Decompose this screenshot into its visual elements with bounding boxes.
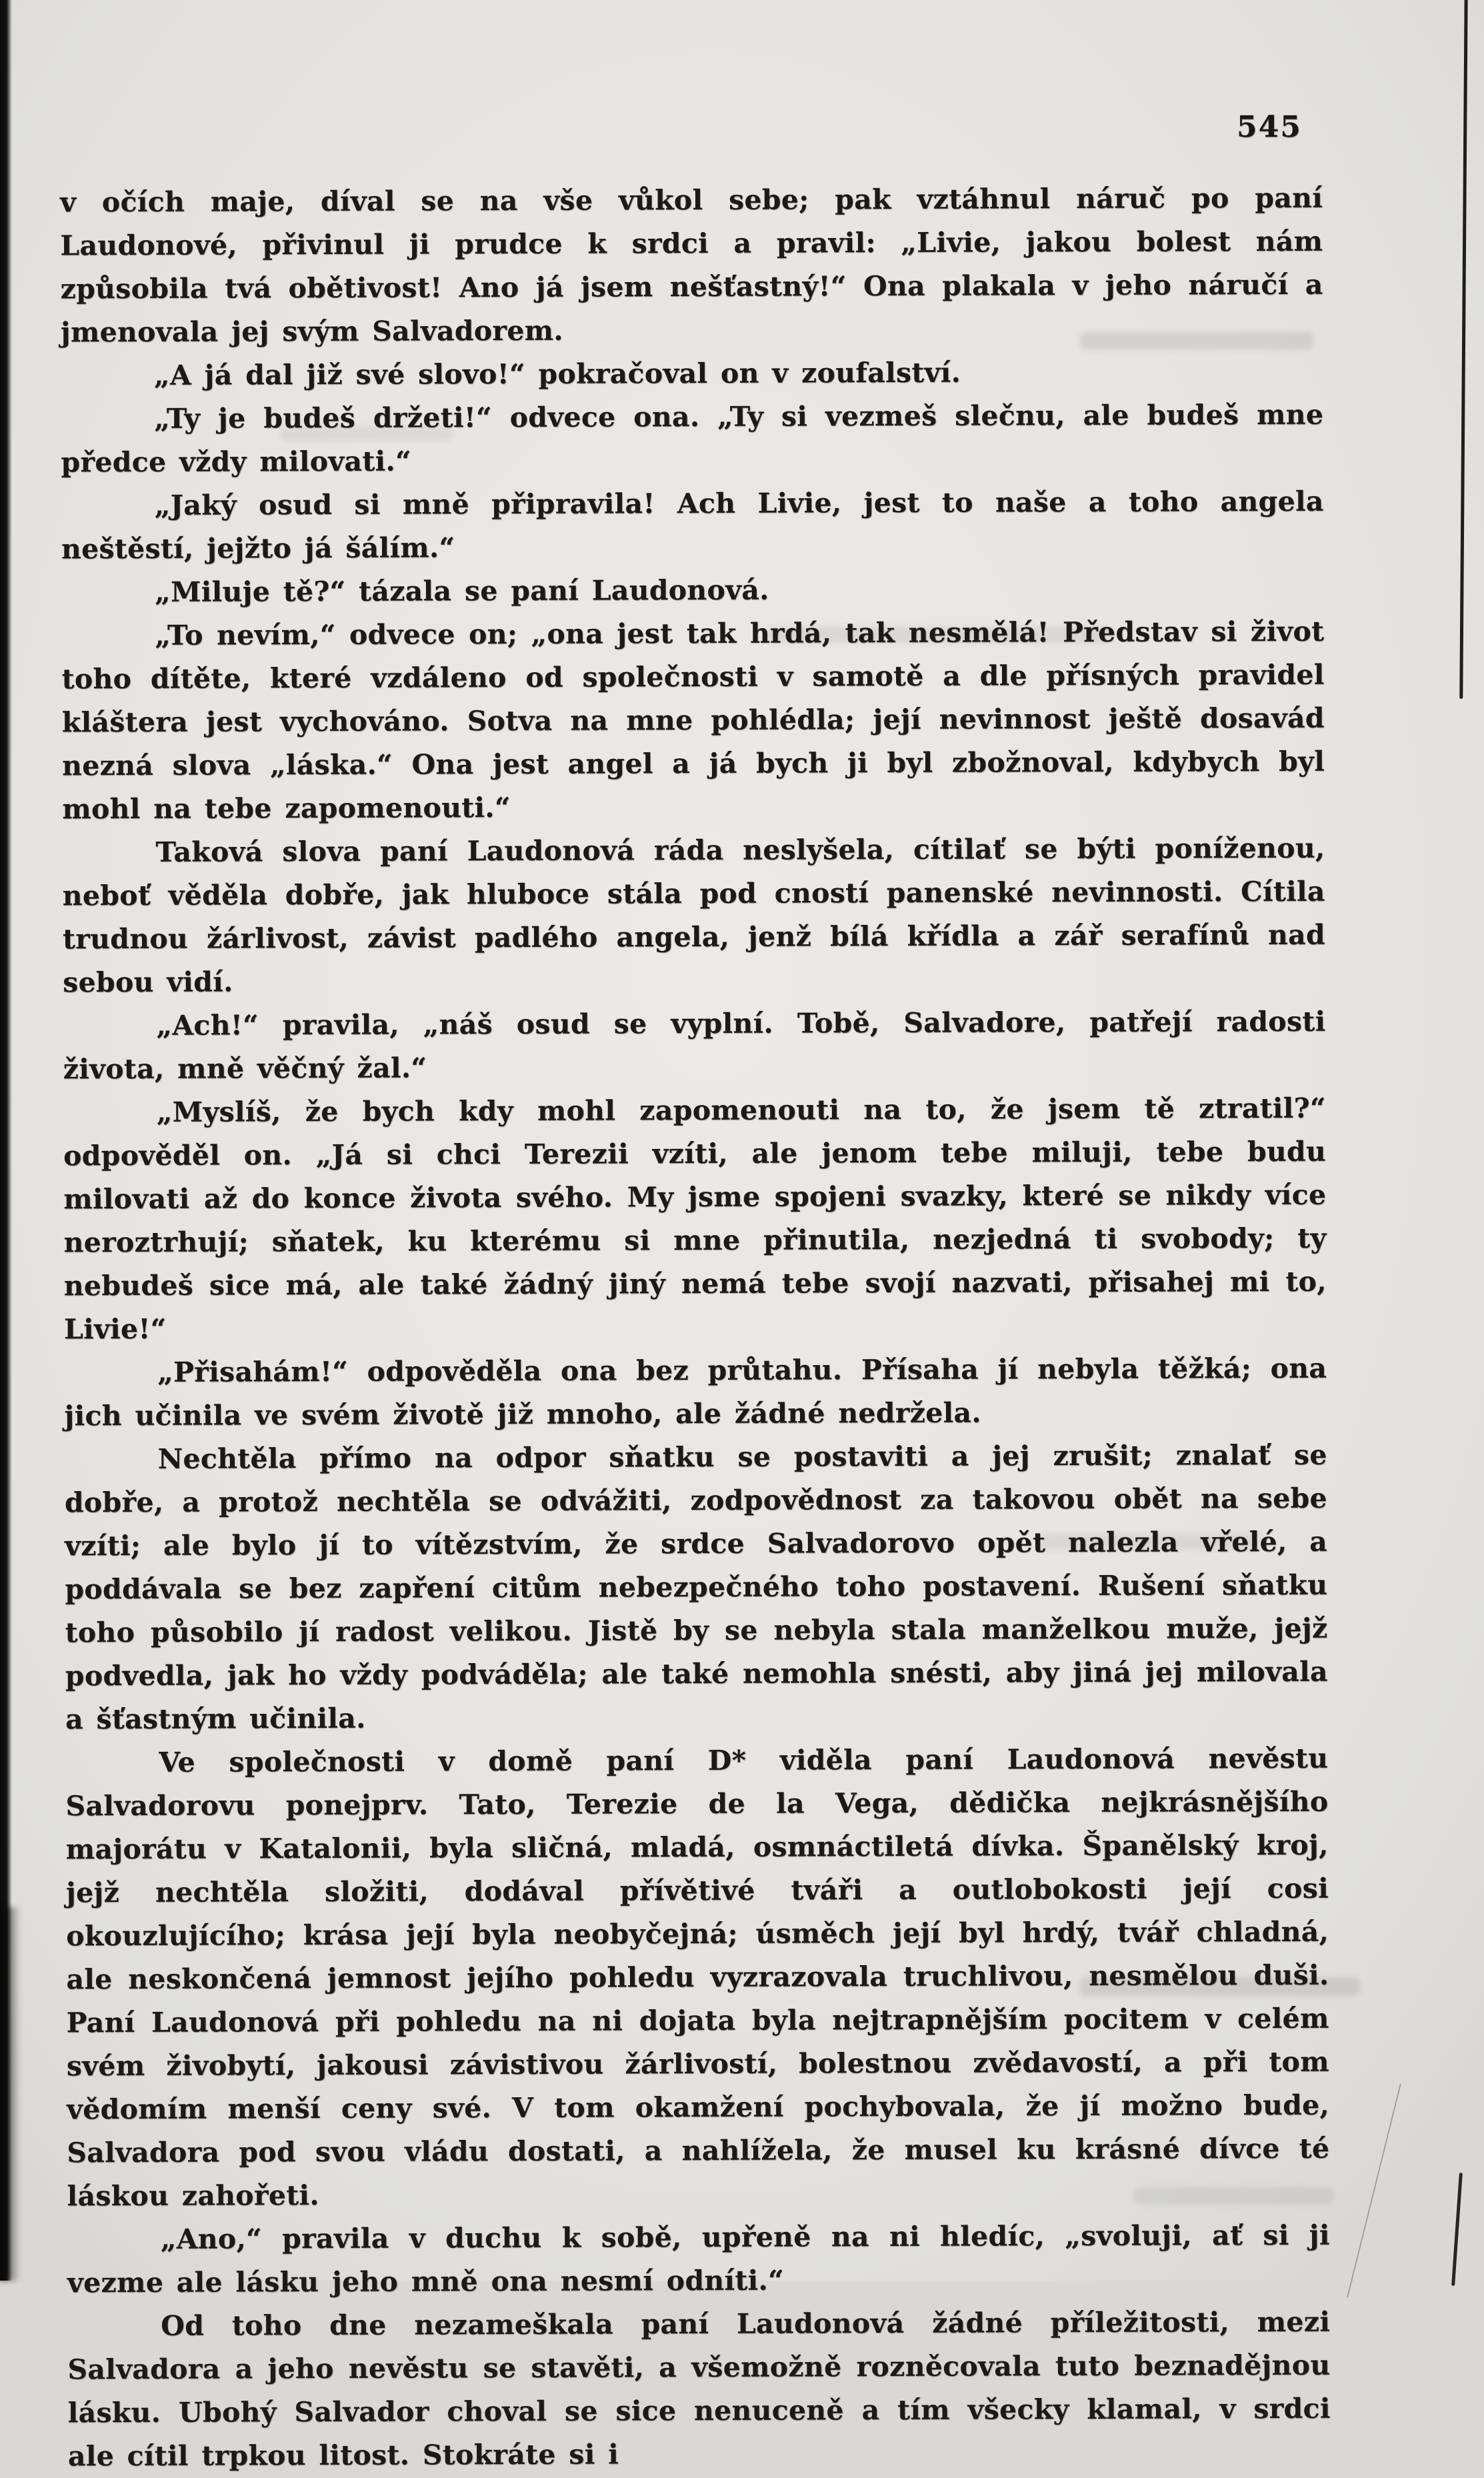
paragraph: „Miluje tě?“ tázala se paní Laudonová.	[61, 567, 1324, 615]
body-text	[60, 177, 1331, 2478]
paragraph: „Ty je budeš držeti!“ odvece ona. „Ty si vezmeš slečnu, ale budeš mne předce vždy milovati.“	[61, 393, 1323, 485]
paragraph: Od toho dne nezameškala paní Laudonová žádné příležitosti, mezi Salvadora a jeho nevěstu se stavěti, a všemožně rozněcovala tuto beznadějnou lásku. Ubohý Salvador choval se sice nenuceně a tím všecky klamal, v srdci ale cítil trpkou litost. Stokráte si i	[67, 2301, 1331, 2478]
paragraph: „Přisahám!“ odpověděla ona bez průtahu. Přísaha jí nebyla těžká; ona jich učinila ve svém životě již mnoho, ale žádné nedržela.	[64, 1347, 1327, 1438]
page-number: 545	[1237, 110, 1302, 144]
scan-scratch	[1347, 2084, 1401, 2298]
paragraph: „A já dal již své slovo!“ pokračoval on v zoufalství.	[61, 350, 1323, 398]
paragraph: Ve společnosti v domě paní D* viděla paní Laudonová nevěstu Salvadorovu ponejprv. Tato, Terezie de la Vega, dědička nejkrásnějšího majorátu v Katalonii, byla sličná, mladá, osmnáctiletá dívka. Španělský kroj, jejž nechtěla složiti, dodával přívětivé tváři a outlobokosti její cosi okouzlujícího; krása její byla neobyčejná; úsměch její byl hrdý, tvář chladná, ale neskončená jemnost jejího pohledu vyzrazovala truchlivou, nesmělou duši. Paní Laudonová při pohledu na ni dojata byla nejtrapnějším pocitem v celém svém živobytí, jakousi závistivou žárlivostí, bolestnou zvědavostí, a při tom vědomím menší ceny své. V tom okamžení pochybovala, že jí možno bude, Salvadora pod svou vládu dostati, a nahlížela, že musel ku krásné dívce té láskou zahořeti.	[65, 1737, 1329, 2219]
scan-edge-left	[0, 0, 12, 2281]
paragraph: v očích maje, díval se na vše vůkol sebe; pak vztáhnul náruč po paní Laudonové, přivinul ji prudce k srdci a pravil: „Livie, jakou bolest nám způsobila tvá obětivost! Ano já jsem nešťastný!“ Ona plakala v jeho náručí a jmenovala jej svým Salvadorem.	[60, 177, 1323, 355]
paragraph: Taková slova paní Laudonová ráda neslyšela, cítilať se býti poníženou, neboť věděla dobře, jak hluboce stála pod cností panenské nevinnosti. Cítila trudnou žárlivost, závist padlého angela, jenž bílá křídla a zář serafínů nad sebou vidí.	[62, 827, 1325, 1005]
paragraph: „Ach!“ pravila, „náš osud se vyplní. Tobě, Salvadore, patřejí radosti života, mně věčný žal.“	[63, 1000, 1325, 1092]
paragraph: Nechtěla přímo na odpor sňatku se postaviti a jej zrušit; znalať se dobře, a protož nechtěla se odvážiti, zodpovědnost za takovou obět na sebe vzíti; ale bylo jí to vítězstvím, že srdce Salvadorovo opět nalezla vřelé, a poddávala se bez zapření citům nebezpečného toho postavení. Rušení sňatku toho působilo jí radost velikou. Jistě by se nebyla stala manželkou muže, jejž podvedla, jak ho vždy podváděla; ale také nemohla snésti, aby jiná jej milovala a šťastným učinila.	[65, 1434, 1329, 1742]
scan-line-right-bottom	[1451, 2173, 1463, 2286]
paragraph: „Ano,“ pravila v duchu k sobě, upřeně na ni hledíc, „svoluji, ať si ji vezme ale lásku jeho mně ona nesmí odníti.“	[67, 2214, 1330, 2305]
scan-line-right-top	[1459, 0, 1467, 699]
paragraph: „Myslíš, že bych kdy mohl zapomenouti na to, že jsem tě ztratil?“ odpověděl on. „Já si chci Terezii vzíti, ale jenom tebe miluji, tebe budu milovati až do konce života svého. My jsme spojeni svazky, které se nikdy více neroztrhují; sňatek, ku kterému si mne přinutila, nezjedná ti svobody; ty nebudeš sice má, ale také žádný jiný nemá tebe svojí nazvati, přisahej mi to, Livie!“	[63, 1087, 1327, 1352]
paragraph: „Jaký osud si mně připravila! Ach Livie, jest to naše a toho angela neštěstí, jejžto já šálím.“	[61, 480, 1324, 571]
paragraph: „To nevím,“ odvece on; „ona jest tak hrdá, tak nesmělá! Představ si život toho dítěte, které vzdáleno od společnosti v samotě a dle přísných pravidel kláštera jest vychováno. Sotva na mne pohlédla; její nevinnost ještě dosavád nezná slova „láska.“ Ona jest angel a já bych ji byl zbožnoval, kdybych byl mohl na tebe zapomenouti.“	[61, 610, 1325, 832]
